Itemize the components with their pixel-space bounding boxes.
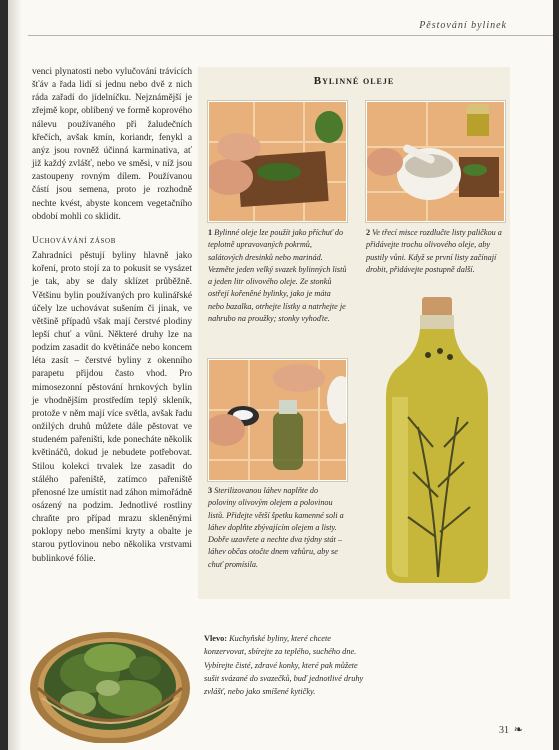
step3-caption <box>208 485 348 571</box>
mortar-illustration <box>367 102 504 221</box>
book-page <box>8 0 553 750</box>
step1-caption <box>208 227 348 325</box>
step3-photo <box>208 359 347 481</box>
herbs-caption <box>204 632 374 698</box>
herbs-caption-lead: Vlevo: <box>204 634 228 643</box>
step3-number: 3 <box>208 486 213 495</box>
herb-oil-panel <box>198 67 510 599</box>
step2-text: Ve třecí misce rozdlučte listy paličkou a přidávejte trochu olivového oleje, aby pustily vůni. Když se první listy začínají drobit, přidávejte postupně další. <box>366 228 502 274</box>
step3-text: Sterilizovanou láhev naplňte do poloviny olivovým olejem a polovinou listů. Přidejte větší špetku kamenné soli a láhev doplňte zbývajícím olejem a listy. Dobře uzavřete a nechte dva týdny stát – láhev občas otočte dnem vzhůru, aby se chuť promísila. <box>208 486 344 569</box>
step1-number: 1 <box>208 228 213 237</box>
panel-title: Bylinné oleje <box>313 75 395 87</box>
header-rule <box>28 35 553 36</box>
filling-bottle-illustration <box>209 360 346 480</box>
step1-text: Bylinné oleje lze použít jako příchuť do teplotně upravovaných pokrmů, salátových dresinků nebo marinád. Vezměte jeden velký svazek bylinných listů a jeden litr olivového oleje. Ze stonků ostřejí kořeněné bylinky, jako je máta nebo bazalka, otrhejte lístky a natrhejte je nahrubo na proužky; stonky vyhoďte. <box>208 228 347 324</box>
section-heading: Uchovávání zásob <box>32 235 116 246</box>
left-text-column <box>32 66 192 566</box>
herb-basket-illustration <box>30 618 192 743</box>
herb-oil-bottle-illustration <box>378 297 498 587</box>
herbs-caption-text: Kuchyňské byliny, které chcete konzervovat, sbírejte za teplého, suchého dne. Vybírejte čisté, zdravé konky, které pak můžete sušit svázané do svazečků, buď jednotlivé druhy zvlášť, nebo jako smíšené kytičky. <box>204 634 364 697</box>
herb-basket-photo <box>30 618 192 743</box>
step2-caption <box>366 227 504 276</box>
page-gutter-shadow <box>8 0 22 750</box>
oil-bottle-photo <box>378 297 498 587</box>
tearing-leaves-illustration <box>209 102 346 221</box>
running-title: Pěstování bylinek <box>419 20 507 31</box>
page-number: 31 <box>499 725 509 736</box>
step2-photo <box>366 101 505 222</box>
running-header <box>8 14 553 38</box>
step2-number: 2 <box>366 228 371 237</box>
step1-photo <box>208 101 347 222</box>
body-paragraph-2: Zahradníci pěstují byliny hlavně jako koření, proto stojí za to pokusit se vysázet je tak, aby se daly sklízet průběžně. Většinu bylin používaných pro kulinářské účely lze uchovávat sušením či jinak, ve většině případů však mají čerstvé plodiny lepší chuť a vůni. Některé druhy lze na podzim zasadit do květináče nebo koncem léta zasít – čerstvé byliny z okenního parapetu přijdou často vhod. Pro mimosezonní pěstování hrnkových bylin je vhodnějším prostředím teplý skleník, protože v něm mají více světla, avšak řadu onžilých druhů můžete dále pěstovat ve studeném pařeništi, kde poneсháte několik květináčů, dokud je nebudete potřebovat. Stilou kolekci trvalek lze zasadit do stálého pařeniště, zatímco pařeniště přenosné lze umístit nad záhon mimořádně osázený na podzim. Jednotlivé rostliny chraňte pro případ mrazu skleněnými poklopy nebo menšími kryty a obalte je starou pytlovinou nebo několika vrstvami bublinkové fólie. <box>32 251 192 564</box>
body-paragraph-1: venci plynatosti nebo vylučování trávicích šťáv a řada lidí si jednu nebo dvě z nich ráda zařadí do jídelníčku. Nejznámější je zřejmě kopr, oblíbený ve formě koprového nálevu používaného při žaludečních křečích, avšak kmín, koriandr, fenykl a anýz jsou rovněž účinná karminativa, ať již každý zvlášť, nebo ve směsi, v níž jsou zastoupeny rovným dílem. Používanou částí jsou semena, proto je rozhodně nechte kvést, abyste koncem vegetačního období mohli co sklidit. <box>32 67 192 222</box>
fleuron-icon: ❧ <box>513 724 523 736</box>
